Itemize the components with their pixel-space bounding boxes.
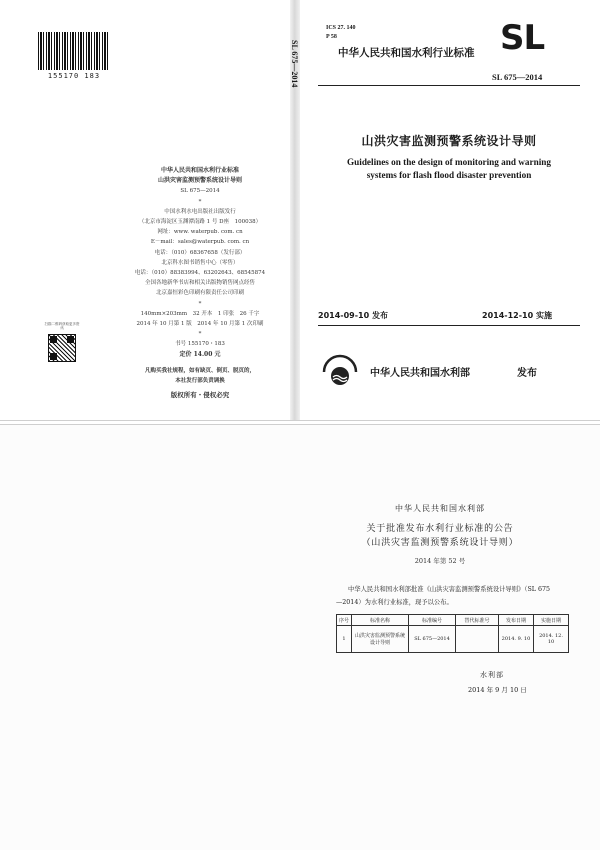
publisher: 中华人民共和国水利部	[370, 368, 470, 379]
imprint-line: *	[198, 300, 202, 307]
sl-logo: SL	[500, 18, 545, 58]
standards-table	[336, 614, 569, 653]
table-row	[337, 626, 569, 653]
imprint-line: 网址：www. waterpub. com. cn	[157, 229, 243, 236]
price-line: 定价 14.00 元	[179, 350, 221, 358]
imprint-line: 山洪灾害监测预警系统设计导则	[157, 177, 242, 185]
imprint-line: 北京嘉恒彩色印刷有限责任公司印刷	[155, 290, 244, 297]
table-header: 发布日期	[499, 615, 534, 626]
qr-code-icon	[48, 334, 76, 362]
p-code: P 58	[326, 34, 337, 40]
imprint-line: 电话：（010）88383994、63202643、68545874	[134, 270, 266, 277]
imprint-line: *	[198, 198, 202, 205]
imprint-line: E－mail：sales@waterpub. com. cn	[150, 239, 250, 246]
return-notice: 凡购买我社规程，如有缺页、倒页、脱页的，	[144, 367, 255, 374]
barcode-number: 155170 183	[47, 72, 101, 80]
imprint-line: 中国水利水电出版社出版发行	[164, 208, 236, 215]
notice-body: 中华人民共和国水利部批准《山洪灾害监测预警系统设计导则》（SL 675—2014）为水利行业标准，现予以公布。	[336, 586, 550, 606]
qr-caption: 扫描二维码获取更多资讯	[44, 322, 80, 330]
publisher-action: 发布	[517, 368, 537, 379]
table-header: 序号	[337, 615, 352, 626]
standard-name: 中华人民共和国水利行业标准	[338, 47, 475, 59]
copyright-notice: 版权所有・侵权必究	[170, 391, 230, 400]
table-cell: 山洪灾害监测预警系统设计导则	[352, 626, 409, 653]
notice-title-line2: （山洪灾害监测预警系统设计导则）	[361, 538, 519, 548]
imprint-line: 书号 155170・183	[175, 341, 225, 348]
signature-org: 水利部	[480, 671, 504, 679]
standard-code: SL 675—2014	[492, 72, 543, 82]
issue-date: 2014-09-10 发布	[318, 311, 388, 320]
imprint-block	[115, 166, 285, 400]
title-en-line1: Guidelines on the design of monitoring and warning	[347, 157, 551, 167]
table-header: 实施日期	[534, 615, 569, 626]
footer-rule	[318, 325, 580, 326]
ministry-header: 中华人民共和国水利部	[395, 504, 485, 513]
spine-code: SL 675—2014	[290, 40, 299, 88]
imprint-line: *	[198, 331, 202, 338]
classification-codes	[326, 24, 356, 42]
table-header: 标准编号	[409, 615, 456, 626]
table-header-row	[337, 615, 569, 626]
effective-date: 2014-12-10 实施	[482, 311, 552, 320]
table-header: 替代标准号	[456, 615, 499, 626]
title-en-line2: systems for flash flood disaster prevention	[366, 170, 532, 180]
table-cell	[456, 626, 499, 653]
table-header: 标准名称	[352, 615, 409, 626]
table-cell: SL 675—2014	[409, 626, 456, 653]
title-cn: 山洪灾害监测预警系统设计导则	[361, 134, 537, 148]
table-cell: 1	[337, 626, 352, 653]
return-notice-2: 本社发行部负责调换	[175, 378, 225, 385]
imprint-line: 中华人民共和国水利行业标准	[160, 167, 239, 174]
notice-number: 2014 年第 52 号	[414, 557, 466, 565]
notice-title-line1: 关于批准发布水利行业标准的公告	[366, 524, 514, 534]
imprint-line: 全国各地新华书店和相关出版物销售网点经售	[144, 280, 255, 287]
imprint-line: （北京市海淀区玉渊潭南路 1 号 D座 100038）	[138, 219, 262, 226]
imprint-line: 电话：（010）68367658（发行部）	[154, 249, 246, 256]
barcode	[38, 32, 108, 70]
ics-code: ICS 27. 140	[326, 25, 356, 31]
table-cell: 2014. 12. 10	[534, 626, 569, 653]
table-cell: 2014. 9. 10	[499, 626, 534, 653]
imprint-line: 北京科水图书销售中心（零售）	[161, 259, 239, 266]
imprint-line: 140mm×203mm 32 开本 1 印张 26 千字	[140, 310, 260, 317]
signature-date: 2014 年 9 月 10 日	[468, 686, 527, 694]
ministry-emblem-icon	[320, 352, 360, 392]
title-en	[318, 156, 580, 182]
imprint-line: 2014 年 10 月第 1 版 2014 年 10 月第 1 次印刷	[136, 321, 264, 328]
header-rule	[318, 85, 580, 86]
imprint-line: SL 675—2014	[180, 188, 220, 195]
